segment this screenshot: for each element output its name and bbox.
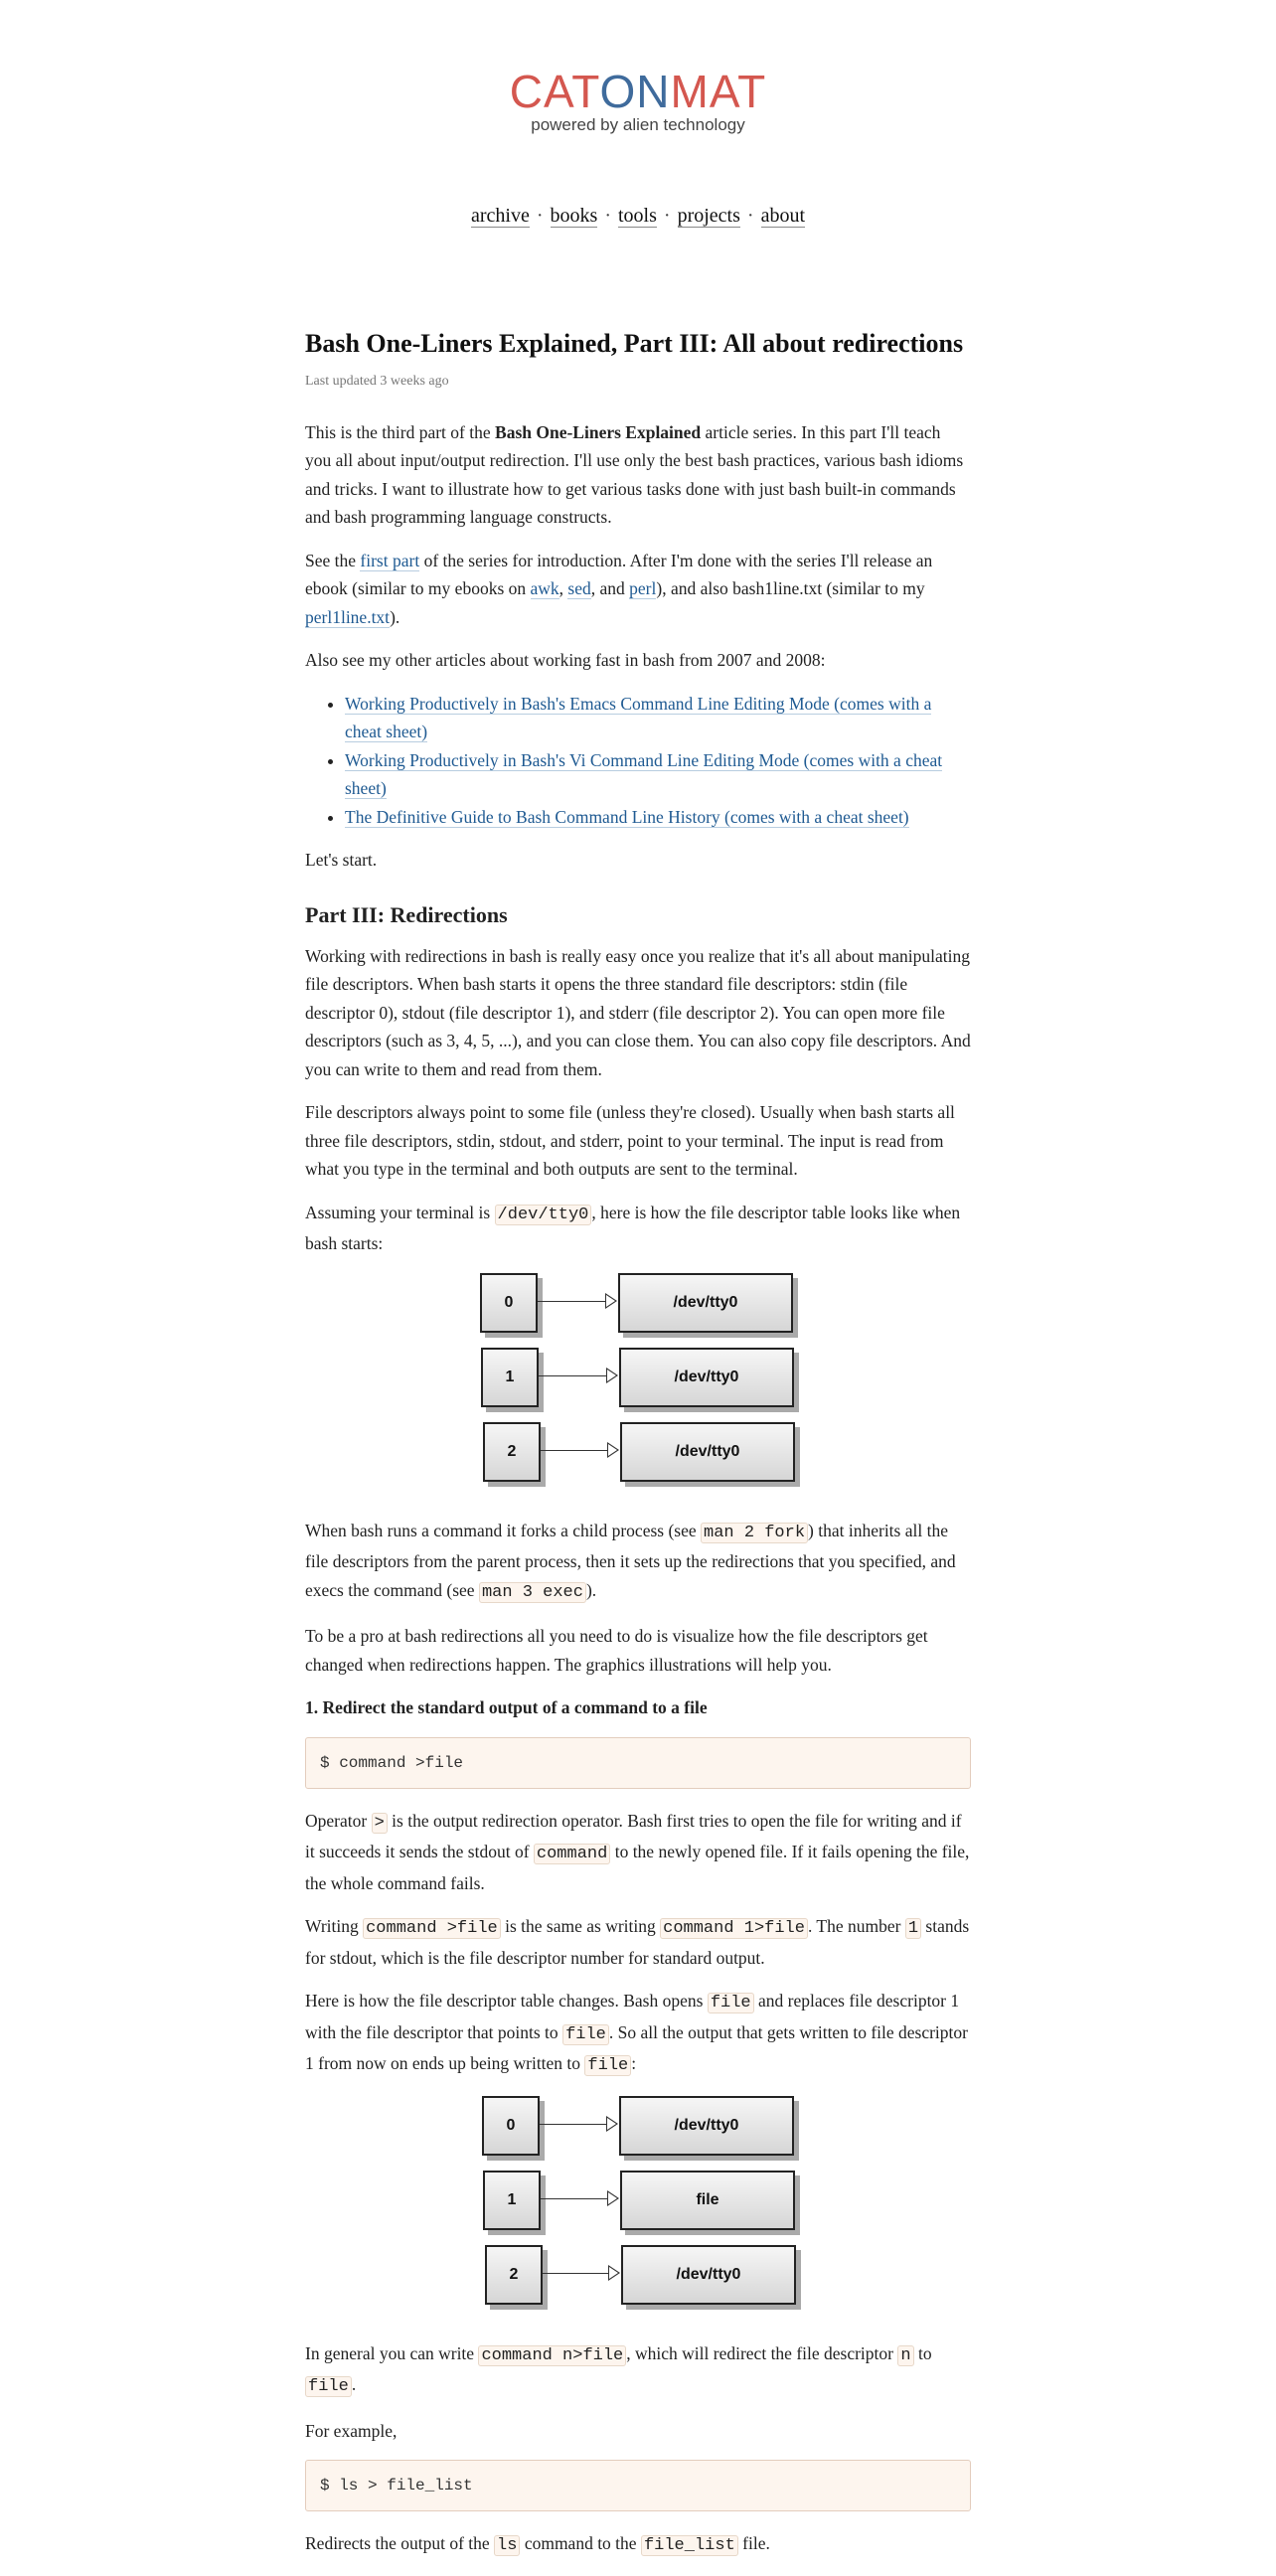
section-title: Part III: Redirections xyxy=(305,901,508,927)
inline-code: file xyxy=(562,2024,609,2045)
fd-row xyxy=(305,1273,971,1348)
fd-target-box: /dev/tty0 xyxy=(621,2245,796,2305)
fd-target-box: /dev/tty0 xyxy=(618,1273,793,1333)
intro-paragraph: This is the third part of the Bash One-Liners Explained article series. In this part I'll teach you all about input/output redirection. I'll use only the best bash practices, various bash idioms and tricks. I want to illustrate how to get various tasks done with just bash built-in commands and bash programming language constructs. xyxy=(305,421,964,527)
inline-code: man 3 exec xyxy=(479,1582,586,1603)
article-title: Bash One-Liners Explained, Part III: All about redirections xyxy=(305,329,964,358)
for-example: For example, xyxy=(305,2420,398,2441)
paragraph-writing: Writing command >file is the same as writing command 1>file . The number 1 stands for stdout, which is the file descriptor number for standard output. xyxy=(305,1916,970,1968)
inline-code: file xyxy=(584,2055,631,2076)
inline-code: file xyxy=(305,2376,352,2397)
list-item xyxy=(345,803,971,832)
fd-box: 0 xyxy=(482,2096,540,2156)
fd-arrow-line xyxy=(541,1450,611,1451)
article xyxy=(305,328,971,2576)
fd-row xyxy=(305,1422,971,1497)
fd-row xyxy=(305,2245,971,2320)
fd-row xyxy=(305,2171,971,2245)
inline-code: man 2 fork xyxy=(701,1523,808,1543)
logo-part-cat: CAT xyxy=(509,66,600,117)
inline-code: command n>file xyxy=(478,2345,626,2366)
code-block: $ command >file xyxy=(305,1737,971,1789)
inline-code: n xyxy=(897,2345,913,2366)
last-updated: Last updated 3 weeks ago xyxy=(305,374,449,389)
fd-box: 2 xyxy=(483,1422,541,1482)
subsection-title-1: 1. Redirect the standard output of a command to a file xyxy=(305,1697,708,1717)
logo-part-on: ON xyxy=(599,66,671,117)
fd-arrow-line xyxy=(540,2124,610,2125)
paragraph-table-changes: Here is how the file descriptor table changes. Bash opens file and replaces file descriptor 1 with the file descriptor that points to file . So all the output that gets written to file descriptor 1 from now on ends up being written to file : xyxy=(305,1991,968,2075)
fd-box: 2 xyxy=(485,2245,543,2305)
awk-link[interactable]: awk xyxy=(530,578,559,598)
nav-tools[interactable]: tools xyxy=(618,205,657,227)
inline-code: > xyxy=(372,1813,388,1834)
inline-code: command >file xyxy=(363,1918,501,1939)
fd-target-box: /dev/tty0 xyxy=(619,2096,794,2156)
paragraph-fork: When bash runs a command it forks a child process (see man 2 fork ) that inherits all the file descriptors from the parent process, then it sets up the redirections that you specified, and execs the command (see man 3 exec ). xyxy=(305,1520,956,1602)
paragraph-fd-intro: Working with redirections in bash is really easy once you realize that it's all about manipulating file descriptors. When bash starts it opens the three standard file descriptors: stdin (file descriptor 0), stdout (file descriptor 1), and stderr (file descriptor 2). You can open more file descriptors (such as 3, 4, 5, ...), and you can close them. You can also copy file descriptors. And you can write to them and read from them. xyxy=(305,945,971,1079)
perl-link[interactable]: perl xyxy=(629,578,657,598)
first-part-link[interactable]: first part xyxy=(360,550,420,570)
site-logo[interactable] xyxy=(0,66,1276,135)
lets-start: Let's start. xyxy=(305,850,378,870)
nav-about[interactable]: about xyxy=(760,205,805,227)
fd-arrow-line xyxy=(538,1301,609,1302)
related-articles-list xyxy=(305,690,971,832)
fd-target-box: /dev/tty0 xyxy=(619,1348,794,1407)
paragraph-fd-terminal: File descriptors always point to some file (unless they're closed). Usually when bash starts all three file descriptors, stdin, stdout, and stderr, point to your terminal. The input is read from what you type in the terminal and both outputs are sent to the terminal. xyxy=(305,1102,955,1179)
fd-row xyxy=(305,2096,971,2171)
fd-arrow-line xyxy=(541,2198,611,2199)
series-name: Bash One-Liners Explained xyxy=(495,421,702,442)
related-link-emacs[interactable]: Working Productively in Bash's Emacs Command Line Editing Mode (comes with a cheat sheet) xyxy=(345,693,932,741)
arrow-head-icon xyxy=(607,1442,619,1458)
paragraph-operator: Operator > is the output redirection operator. Bash first tries to open the file for writing and if it succeeds it sends the stdout of command to the newly opened file. If it fails opening the file, the whole command fails. xyxy=(305,1810,970,1893)
nav-archive[interactable]: archive xyxy=(471,205,530,227)
arrow-head-icon xyxy=(606,2116,618,2132)
inline-code: file_list xyxy=(641,2535,738,2556)
inline-code: 1 xyxy=(905,1918,921,1939)
fd-box: 1 xyxy=(481,1348,539,1407)
paragraph-ls-redirect: Redirects the output of the ls command to the file_list file. xyxy=(305,2533,770,2555)
inline-code: ls xyxy=(494,2535,520,2556)
sed-link[interactable]: sed xyxy=(567,578,591,598)
related-link-vi[interactable]: Working Productively in Bash's Vi Command Line Editing Mode (comes with a cheat sheet) xyxy=(345,749,943,798)
logo-tagline: powered by alien technology xyxy=(531,115,745,134)
fd-arrow-line xyxy=(543,2273,612,2274)
inline-code: file xyxy=(708,1993,754,2013)
arrow-head-icon xyxy=(608,2265,620,2281)
list-item xyxy=(345,746,971,803)
fd-row xyxy=(305,1348,971,1422)
arrow-head-icon xyxy=(607,2190,619,2206)
also-see-paragraph: Also see my other articles about working fast in bash from 2007 and 2008: xyxy=(305,650,826,670)
inline-code: command 1>file xyxy=(660,1918,808,1939)
inline-code: command xyxy=(534,1844,610,1864)
perl1line-link[interactable]: perl1line.txt xyxy=(305,606,391,627)
arrow-head-icon xyxy=(606,1368,618,1383)
nav-projects[interactable]: projects xyxy=(677,205,740,227)
fd-table-diagram-redirect xyxy=(305,2096,971,2320)
arrow-head-icon xyxy=(605,1293,617,1309)
related-link-history[interactable]: The Definitive Guide to Bash Command Line History (comes with a cheat sheet) xyxy=(345,806,909,827)
logo-wordmark xyxy=(0,66,1276,117)
fd-target-box: file xyxy=(620,2171,795,2230)
fd-arrow-line xyxy=(539,1375,610,1376)
fd-box: 0 xyxy=(480,1273,538,1333)
paragraph-terminal-assume: Assuming your terminal is /dev/tty0 , here is how the file descriptor table looks like when bash starts: xyxy=(305,1202,961,1253)
fd-target-box: /dev/tty0 xyxy=(620,1422,795,1482)
nav-books[interactable]: books xyxy=(550,205,598,227)
fd-table-diagram-initial xyxy=(305,1273,971,1497)
main-nav: archive · books · tools · projects · about xyxy=(471,205,805,227)
code-block: $ ls > file_list xyxy=(305,2460,971,2511)
fd-box: 1 xyxy=(483,2171,541,2230)
paragraph-general: In general you can write command n>file , which will redirect the file descriptor n to file . xyxy=(305,2342,932,2396)
inline-code: /dev/tty0 xyxy=(495,1205,592,1225)
see-paragraph: See the first part of the series for introduction. After I'm done with the series I'll release an ebook (similar to my ebooks on awk, sed, and perl), and also bash1line.txt (similar to my perl1line.txt). xyxy=(305,550,933,627)
list-item xyxy=(345,690,971,746)
paragraph-visualize: To be a pro at bash redirections all you need to do is visualize how the file descriptors get changed when redirections happen. The graphics illustrations will help you. xyxy=(305,1626,928,1675)
logo-part-mat: MAT xyxy=(670,66,767,117)
